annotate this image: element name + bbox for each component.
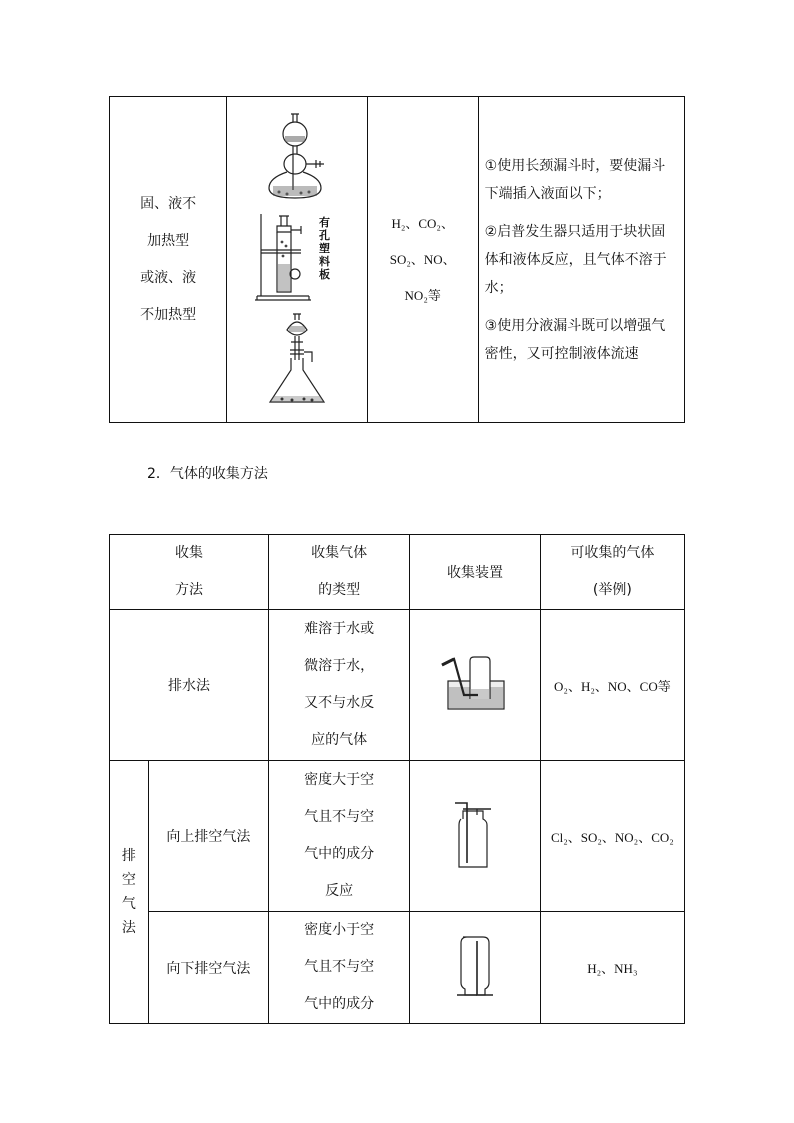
header-gas-type: 收集气体 的类型 — [269, 535, 410, 610]
header-method: 收集 方法 — [110, 535, 269, 610]
upward-air-displacement-illustration — [453, 801, 497, 871]
gas-type-water: 难溶于水或 微溶于水， 又不与水反 应的气体 — [269, 610, 410, 761]
header-examples: 可收集的气体 (举例) — [540, 535, 684, 610]
examples-upward: Cl₂、SO₂、NO₂、CO₂ — [540, 761, 684, 912]
gas-type-downward: 密度小于空 气且不与空 气中的成分 — [269, 912, 410, 1024]
porous-plate-apparatus — [247, 212, 347, 304]
reaction-type-cell — [110, 97, 227, 423]
note-item: ③使用分液漏斗既可以增强气密性，又可控制液体流速 — [484, 317, 666, 362]
method-downward: 向下排空气法 — [148, 912, 268, 1024]
gas-line: H₂、CO₂、 — [391, 215, 454, 231]
reaction-type-line: 固、液不 — [140, 195, 197, 212]
reaction-type-line: 加热型 — [147, 232, 190, 249]
device-water — [410, 610, 541, 761]
note-item: ①使用长颈漏斗时，要使漏斗下端插入液面以下； — [484, 157, 666, 202]
kipp-generator-illustration — [257, 112, 337, 204]
separatory-funnel-flask-illustration — [262, 312, 332, 408]
reaction-type-line: 不加热型 — [140, 306, 197, 323]
gas-type-upward: 密度大于空 气且不与空 气中的成分 反应 — [269, 761, 410, 912]
applicable-gases-cell — [367, 97, 478, 423]
method-water: 排水法 — [110, 610, 269, 761]
section-heading: 2．气体的收集方法 — [147, 466, 268, 482]
iron-stand-illustration — [247, 212, 317, 304]
table-row — [110, 761, 685, 912]
header-device: 收集装置 — [410, 535, 541, 610]
water-displacement-illustration — [440, 655, 510, 715]
downward-air-displacement-illustration — [453, 935, 497, 1001]
gas-line: SO₂、NO、 — [389, 251, 456, 267]
device-downward — [410, 912, 541, 1024]
reaction-type-line: 或液、液 — [140, 269, 197, 286]
gas-collection-table — [109, 534, 685, 1024]
note-item: ②启普发生器只适用于块状固体和液体反应，且气体不溶于水； — [484, 223, 667, 296]
table-row — [110, 912, 685, 1024]
gas-line: NO₂等 — [404, 287, 441, 303]
examples-water: O₂、H₂、NO、CO等 — [540, 610, 684, 761]
method-upward: 向上排空气法 — [148, 761, 268, 912]
apparatus-cell — [227, 97, 367, 423]
air-displacement-group: 排 空 气 法 — [110, 761, 149, 1024]
table-row — [110, 610, 685, 761]
gas-generation-table — [109, 96, 685, 423]
examples-downward: H₂、NH₃ — [540, 912, 684, 1024]
header-row — [110, 535, 685, 610]
notes-cell — [478, 97, 684, 423]
device-upward — [410, 761, 541, 912]
porous-plate-label: 有 孔 塑 料 板 — [319, 215, 331, 281]
